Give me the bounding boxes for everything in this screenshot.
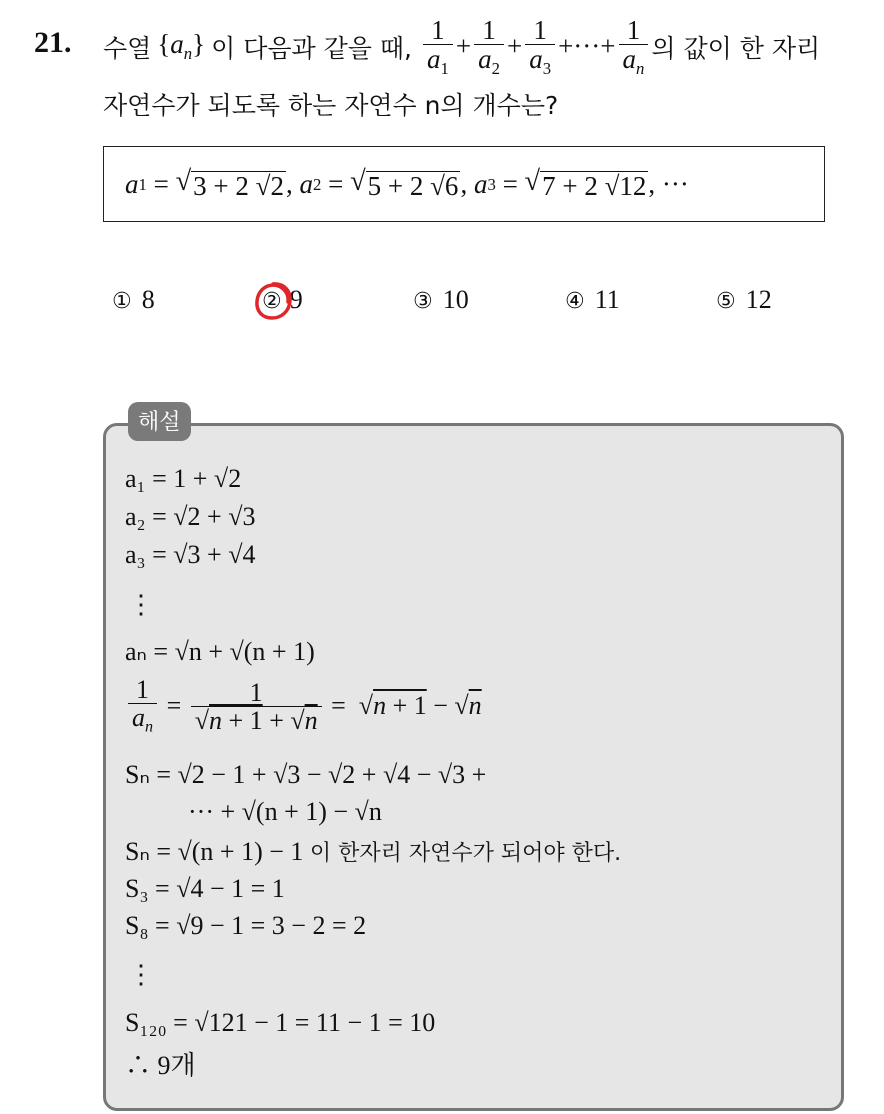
solution-tag: 해설 <box>128 402 191 441</box>
solution-line-sum-2: ··· + √(n + 1) − √n <box>188 797 382 826</box>
choice-3-value: 10 <box>442 285 469 314</box>
condition-text: 이 한자리 자연수가 되어야 한다. <box>309 841 622 866</box>
choice-5-value: 12 <box>745 285 772 314</box>
choice-1-mark: ① <box>112 289 132 314</box>
choice-1[interactable] <box>112 285 155 315</box>
question-text-a: 수열 <box>103 33 152 63</box>
answer-circle-mark <box>252 280 294 322</box>
solution-line-an: aₙ = √n + √(n + 1) <box>125 637 315 666</box>
choice-4-value: 11 <box>594 285 620 314</box>
sum-expression: $\frac{1}{a_1}$ + $\frac{1}{a_2}$ + $\frac{1}{a_3}$ +···+ $\frac{1}{a_n}$ <box>420 16 651 78</box>
choice-4-mark: ④ <box>565 289 585 314</box>
solution-line-s120: S₁₂₀ = √121 − 1 = 11 − 1 = 10 <box>125 1008 436 1037</box>
solution-line-condition <box>125 836 621 867</box>
sequence-notation: $\{a_n\}$ <box>157 29 206 64</box>
solution-line-a2: a₂ = √2 + √3 <box>125 502 256 531</box>
solution-vdots-1: ⋮ <box>128 590 154 619</box>
question-number: 21. <box>34 26 72 59</box>
solution-line-s3: S₃ = √4 − 1 = 1 <box>125 874 285 903</box>
solution-line-a1: a₁ = 1 + √2 <box>125 464 242 493</box>
sequence-terms: a 1 = √ 3 + 2 √2 , a 2 = √ 5 + 2 √6 , a 3 = √ 7 + 2 √12 , ··· <box>125 166 689 201</box>
question-line-2: 자연수가 되도록 하는 자연수 n의 개수는? <box>103 91 559 120</box>
choice-2-value: 9 <box>289 285 303 314</box>
choice-1-value: 8 <box>141 285 155 314</box>
choice-5[interactable] <box>716 285 772 315</box>
question-text-c: 의 값이 한 자리 <box>651 33 821 63</box>
choice-3[interactable] <box>413 285 469 315</box>
choice-5-mark: ⑤ <box>716 289 736 314</box>
solution-line-s8: S₈ = √9 − 1 = 3 − 2 = 2 <box>125 911 367 940</box>
choice-4[interactable] <box>565 285 620 315</box>
choice-2-mark: ② <box>262 289 282 314</box>
solution-line-reciprocal: $\frac{1}{a_n}$ = $\frac{1}{√n + 1 + √n}$ = √ n + 1 − √ n <box>125 676 482 737</box>
question-line-1 <box>103 16 820 78</box>
solution-line-sum-1: Sₙ = √2 − 1 + √3 − √2 + √4 − √3 + <box>125 760 487 789</box>
question-text-b: 이 다음과 같을 때, <box>211 33 412 63</box>
condition-math: Sₙ = √(n + 1) − 1 <box>125 837 304 866</box>
choice-3-mark: ③ <box>413 289 433 314</box>
solution-vdots-2: ⋮ <box>128 960 154 989</box>
solution-conclusion: ∴ 9개 <box>125 1051 196 1080</box>
solution-line-a3: a₃ = √3 + √4 <box>125 540 256 569</box>
